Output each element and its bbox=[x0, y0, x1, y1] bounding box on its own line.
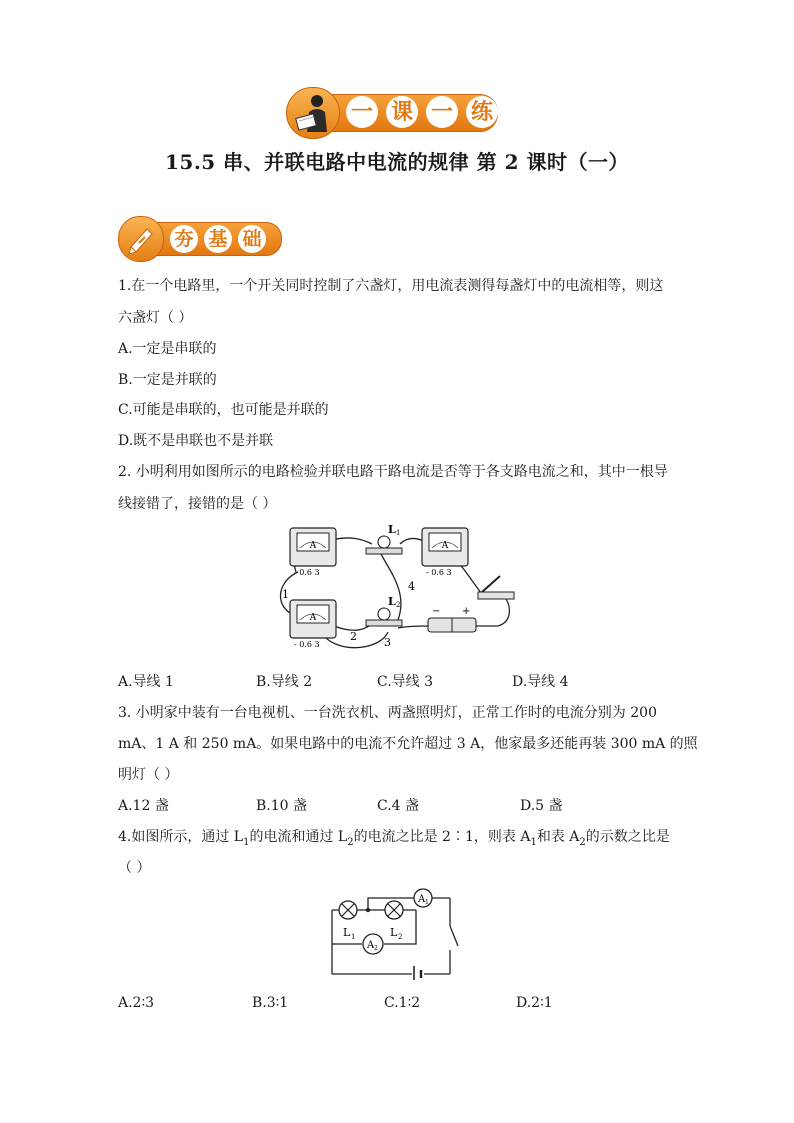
junction-dot bbox=[366, 908, 370, 912]
banner-student-icon bbox=[286, 87, 340, 139]
lamp-l2-sub: 2 bbox=[398, 933, 403, 941]
wire-4-label: 4 bbox=[408, 580, 415, 593]
meter-label: A bbox=[309, 613, 317, 623]
lamp-l1-sub: 1 bbox=[396, 529, 401, 537]
section-char: 础 bbox=[238, 225, 266, 253]
lamp-l1-label: L bbox=[388, 523, 396, 536]
section-chars bbox=[170, 225, 266, 253]
lamp-l1-icon bbox=[339, 901, 357, 941]
ammeter-a2-icon bbox=[363, 934, 383, 954]
q2-stem-line1: 2. 小明利用如图所示的电路检验并联电路干路电流是否等于各支路电流之和，其中一根导 bbox=[118, 464, 668, 480]
lamp-l2-icon bbox=[385, 901, 403, 941]
q1-option-c: C.可能是串联的，也可能是并联的 bbox=[118, 402, 329, 418]
battery-minus: − bbox=[432, 606, 441, 617]
q3-stem-line2: mA、1 A 和 250 mA。如果电路中的电流不允许超过 3 A，他家最多还能再装 300 mA 的照 bbox=[118, 736, 698, 752]
q2-stem-line2: 线接错了，接错的是（ ） bbox=[118, 496, 277, 512]
q2-option-c: C.导线 3 bbox=[377, 674, 434, 690]
section-header bbox=[118, 216, 284, 260]
lamp-l1-sub: 1 bbox=[351, 933, 356, 941]
lamp-l1-icon bbox=[366, 523, 402, 554]
ammeter-icon bbox=[290, 600, 336, 649]
section-char: 基 bbox=[204, 225, 232, 253]
section-char: 夯 bbox=[170, 225, 198, 253]
q4-option-d: D.2∶1 bbox=[516, 995, 553, 1011]
ammeter-a2-label: A bbox=[367, 940, 375, 951]
ammeter-a2-sub: 2 bbox=[374, 945, 378, 952]
q4-text-a: 4.如图所示，通过 L bbox=[118, 829, 244, 845]
ammeter-a1-icon bbox=[414, 889, 432, 907]
q4-text-d: 和表 A bbox=[536, 829, 580, 845]
banner-char: 一 bbox=[426, 96, 458, 128]
q4-text-b: 的电流和通过 L bbox=[249, 829, 348, 845]
meter-scale: - 0.6 3 bbox=[426, 568, 452, 577]
q4-sub-2: 2 bbox=[347, 836, 354, 848]
q2-option-a: A.导线 1 bbox=[118, 674, 174, 690]
q3-stem-line1: 3. 小明家中装有一台电视机、一台洗衣机、两盏照明灯，正常工作时的电流分别为 200 bbox=[118, 705, 657, 721]
lamp-l2-sub: 2 bbox=[396, 601, 401, 609]
lamp-l2-label: L bbox=[390, 926, 398, 939]
q1-stem-line1: 1.在一个电路里，一个开关同时控制了六盏灯，用电流表测得每盏灯中的电流相等，则这 bbox=[118, 278, 664, 294]
lamp-l2-label: L bbox=[388, 595, 396, 608]
q3-stem-line3: 明灯（ ） bbox=[118, 767, 179, 783]
switch-icon bbox=[478, 576, 514, 599]
q3-option-c: C.4 盏 bbox=[377, 798, 420, 814]
wire-1-label: 1 bbox=[282, 588, 289, 601]
banner-char: 一 bbox=[346, 96, 378, 128]
meter-scale: - 0.6 3 bbox=[294, 568, 320, 577]
q4-option-b: B.3∶1 bbox=[252, 995, 289, 1011]
meter-label: A bbox=[441, 541, 449, 551]
page-title: 15.5 串、并联电路中电流的规律 第 2 课时（一） bbox=[165, 150, 629, 174]
banner-char: 练 bbox=[466, 96, 498, 128]
ammeter-a1-label: A bbox=[418, 894, 426, 905]
pencil-icon bbox=[118, 216, 164, 262]
q4-sub-1b: 1 bbox=[530, 836, 537, 848]
q4-option-c: C.1∶2 bbox=[384, 995, 421, 1011]
q3-option-b: B.10 盏 bbox=[256, 798, 308, 814]
q4-sub-2b: 2 bbox=[579, 836, 586, 848]
q3-option-a: A.12 盏 bbox=[118, 798, 169, 814]
q4-text-c: 的电流之比是 2∶1，则表 A bbox=[353, 829, 531, 845]
q2-option-b: B.导线 2 bbox=[256, 674, 313, 690]
q1-option-a: A.一定是串联的 bbox=[118, 341, 217, 357]
q4-stem-line2: （ ） bbox=[118, 860, 151, 876]
battery-icon bbox=[428, 606, 476, 632]
meter-label: A bbox=[309, 541, 317, 551]
q2-circuit-figure bbox=[268, 522, 520, 658]
ammeter-icon bbox=[290, 528, 336, 577]
lesson-banner bbox=[286, 87, 498, 137]
ammeter-icon bbox=[422, 528, 468, 577]
q4-sub-1: 1 bbox=[243, 836, 250, 848]
wire-3-label: 3 bbox=[384, 636, 391, 649]
q1-option-b: B.一定是并联的 bbox=[118, 372, 217, 388]
q4-option-a: A.2∶3 bbox=[118, 995, 155, 1011]
lamp-l2-icon bbox=[366, 595, 402, 626]
q2-option-d: D.导线 4 bbox=[512, 674, 569, 690]
meter-scale: - 0.6 3 bbox=[294, 640, 320, 649]
banner-char: 课 bbox=[386, 96, 418, 128]
battery-plus: + bbox=[462, 606, 471, 617]
q1-option-d: D.既不是串联也不是并联 bbox=[118, 433, 274, 449]
wire-2-label: 2 bbox=[350, 630, 357, 643]
q1-stem-line2: 六盏灯（ ） bbox=[118, 310, 193, 326]
lamp-l1-label: L bbox=[343, 926, 351, 939]
q4-circuit-diagram bbox=[320, 882, 470, 980]
q4-stem-line1 bbox=[118, 827, 670, 853]
ammeter-a1-sub: 1 bbox=[425, 899, 429, 906]
banner-chars bbox=[346, 96, 498, 128]
q3-option-d: D.5 盏 bbox=[520, 798, 563, 814]
q4-text-e: 的示数之比是 bbox=[585, 829, 670, 845]
